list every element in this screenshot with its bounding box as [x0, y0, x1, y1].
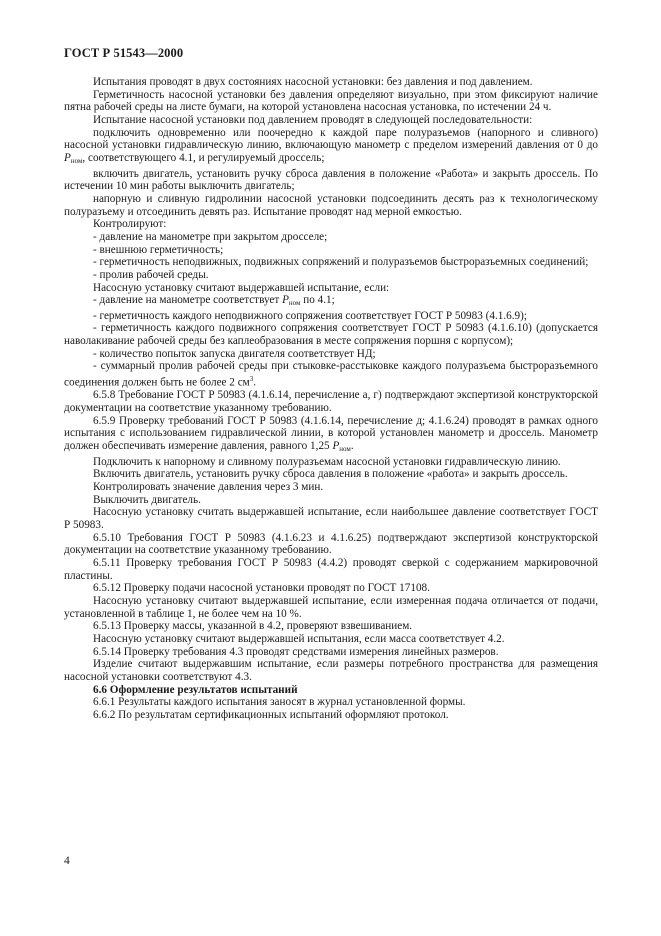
- paragraph: Насосную установку считать выдержавшей испытание, если наибольшее давление соответствует ГОСТ Р 50983.: [64, 506, 598, 532]
- paragraph: Герметичность насосной установки без давления определяют визуально, при этом фиксируют наличие пятна рабочей среды на листе бумаги, на которой установлена насосная установка, по истечении 24 ч.: [64, 88, 598, 114]
- clause-6-5-13: 6.5.13 Проверку массы, указанной в 4.2, проверяют взвешиванием.: [93, 620, 413, 633]
- clause-6-5-12: 6.5.12 Проверку подачи насосной установки проводят по ГОСТ 17108.: [93, 582, 430, 595]
- clause-6-6-2: 6.6.2 По результатам сертификационных испытаний оформляют протокол.: [93, 708, 449, 721]
- subscript-nom: ном: [339, 445, 351, 454]
- document-header: ГОСТ Р 51543—2000: [64, 46, 184, 60]
- paragraph: Насосную установку считают выдержавшей испытания, если масса соответствует 4.2.: [93, 632, 505, 645]
- paragraph: включить двигатель, установить ручку сброса давления в положение «Работа» и закрыть дроссель. По истечении 10 мин работы выключить двигатель;: [64, 167, 598, 193]
- paragraph: Испытания проводят в двух состояниях насосной установки: без давления и под давлением.: [93, 76, 533, 88]
- clause-6-6-1: 6.6.1 Результаты каждого испытания заносят в журнал установленной формы.: [93, 696, 466, 709]
- clause-6-5-9: [64, 415, 598, 456]
- list-item: - пролив рабочей среды.: [93, 268, 209, 281]
- symbol-p: P: [64, 151, 71, 164]
- clause-6-5-10: 6.5.10 Требования ГОСТ Р 50983 (4.1.6.23 и 4.1.6.25) подтверждают экспертизой конструкторской документации на соответствие указанному требованию.: [64, 531, 598, 557]
- list-item: [64, 294, 598, 310]
- text-run: - давление на манометре соответствует: [93, 294, 283, 307]
- text-run: .: [253, 376, 257, 389]
- text-run: 6.5.9 Проверку требований ГОСТ Р 50983 (4.1.6.14, перечисление д; 4.1.6.24) проводят в рамках одного испытания с использованием гидравлической линии, в которой установлен манометр и дроссель. Манометр должен обеспечивать измерение давления, равного 1,25: [64, 414, 598, 453]
- subscript-nom: ном: [70, 156, 83, 165]
- subscript-nom: ном: [288, 299, 301, 308]
- document-body: [64, 76, 598, 722]
- paragraph: Изделие считают выдержавшим испытание, если размеры потребного пространства для размещения насосной установки соответствуют 4.3.: [64, 658, 598, 683]
- symbol-p: P: [332, 440, 340, 453]
- paragraph: Насосную установку считают выдержавшей испытание, если измеренная подача отличается от подачи, установленной в таблице 1, не более чем на 10 %.: [64, 594, 598, 620]
- clause-6-5-14: 6.5.14 Проверку требования 4.3 проводят средствами измерения линейных размеров.: [93, 645, 499, 658]
- list-item: - герметичность каждого неподвижного сопряжения соответствует ГОСТ Р 50983 (4.1.6.9);: [93, 309, 527, 322]
- paragraph: Выключить двигатель.: [93, 493, 201, 506]
- superscript-3: 3: [249, 375, 254, 384]
- list-item: - внешнюю герметичность;: [93, 243, 224, 256]
- paragraph: напорную и сливную гидролинии насосной установки подсоединить десять раз к технологическому полуразъему и отсоединить девять раз. Испытание проводят над мерной емкостью.: [64, 192, 598, 218]
- paragraph: Насосную установку считают выдержавшей испытание, если:: [93, 281, 390, 294]
- paragraph: Подключить к напорному и сливному полуразъемам насосной установки гидравлическую линию.: [93, 455, 561, 468]
- section-heading-6-6: 6.6 Оформление результатов испытаний: [93, 683, 298, 696]
- clause-6-5-11: 6.5.11 Проверку требования ГОСТ Р 50983 (4.4.2) проводят сверкой с содержанием маркировочной пластины.: [64, 557, 598, 582]
- list-item: - количество попыток запуска двигателя соответствует НД;: [93, 347, 376, 360]
- paragraph: Испытание насосной установки под давлением проводят в следующей последовательности:: [93, 113, 533, 126]
- list-item: [64, 360, 598, 389]
- text-run: подключить одновременно или поочередно к каждой паре полуразъемов (напорного и сливного) насосной установки гидравлическую линию, включающую манометр с пределом измерений давления от 0 до: [64, 126, 598, 152]
- symbol-p: P: [282, 294, 289, 307]
- paragraph: Контролировать значение давления через 3 мин.: [93, 481, 324, 494]
- page-number: 4: [64, 855, 70, 867]
- paragraph: [64, 127, 598, 168]
- text-run: по 4.1;: [300, 294, 335, 307]
- paragraph: Включить двигатель, установить ручку сброса давления в положение «работа» и закрыть дроссель.: [93, 468, 568, 481]
- list-item: - давление на манометре при закрытом дросселе;: [93, 230, 328, 243]
- paragraph: Контролируют:: [93, 218, 167, 231]
- clause-6-5-8: 6.5.8 Требование ГОСТ Р 50983 (4.1.6.14, перечисление а, г) подтверждают экспертизой конструкторской документации на соответствие указанному требованию.: [64, 389, 598, 415]
- text-run: - суммарный пролив рабочей среды при стыковке-расстыковке каждого полуразъема быстроразъемного соединения должен быть не более 2 см: [64, 360, 598, 389]
- text-run: .: [350, 440, 354, 453]
- list-item: - герметичность неподвижных, подвижных сопряжений и полуразъемов быстроразъемных соединений;: [93, 256, 589, 269]
- text-run: , соответствующего 4.1, и регулируемый дроссель;: [82, 151, 325, 164]
- list-item: - герметичность каждого подвижного сопряжения соответствует ГОСТ Р 50983 (4.1.6.10) (допускается наволакивание рабочей среды без каплеобразования в месте сопряжения поршня с корпусом);: [64, 322, 598, 348]
